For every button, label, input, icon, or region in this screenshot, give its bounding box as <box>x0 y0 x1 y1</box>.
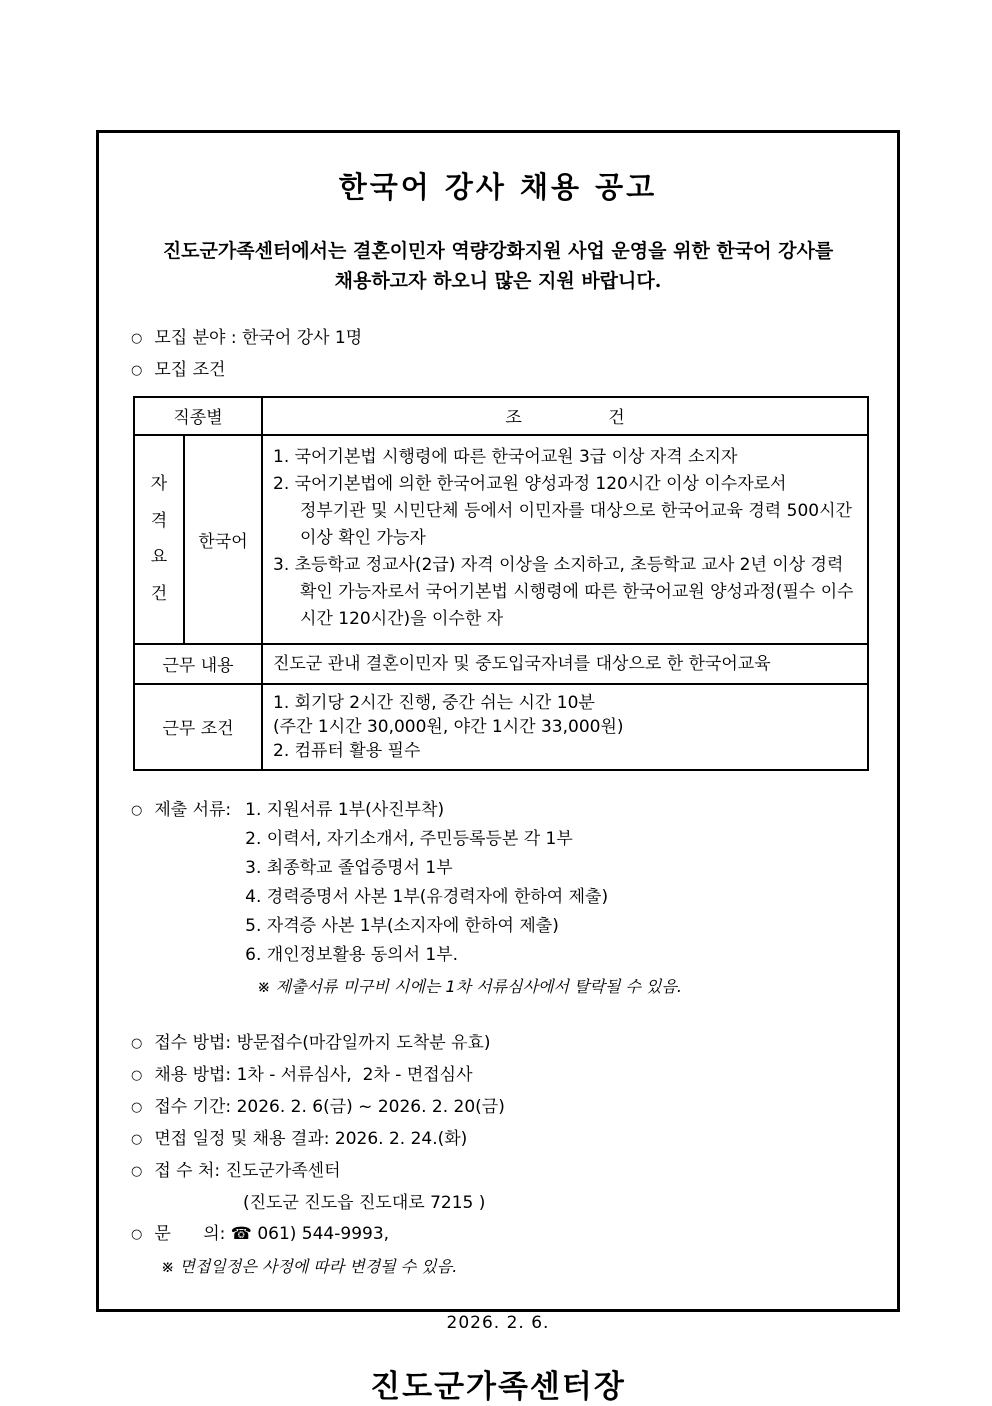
work-condition-line: 1. 회기당 2시간 진행, 중간 쉬는 시간 10분 <box>273 692 595 713</box>
condition-table <box>133 396 869 771</box>
info-text: 문 의: ☎ 061) 544-9993, <box>154 1223 390 1244</box>
qualification-item: 1. 국어기본법 시행령에 따른 한국어교원 3급 이상 자격 소지자 <box>273 446 738 467</box>
circle-bullet-icon: ○ <box>131 1163 143 1179</box>
info-line-contact <box>131 1219 865 1251</box>
info-text: 면접 일정 및 채용 결과: 2026. 2. 24.(화) <box>154 1128 468 1149</box>
qualification-row <box>134 435 868 644</box>
circle-bullet-icon: ○ <box>131 330 143 346</box>
page-title: 한국어 강사 채용 공고 <box>338 170 658 204</box>
work-condition-label-cell: 근무 조건 <box>134 684 262 770</box>
circle-bullet-icon: ○ <box>131 1099 143 1115</box>
document-date: 2026. 2. 6. <box>446 1312 550 1333</box>
recruit-field-line <box>131 323 865 355</box>
work-condition-line: (주간 1시간 30,000원, 야간 1시간 33,000원) <box>273 716 624 737</box>
circle-bullet-icon: ○ <box>131 1035 143 1051</box>
recruit-field-text: 모집 분야 : 한국어 강사 1명 <box>154 327 363 348</box>
document-item: 3. 최종학교 졸업증명서 1부 <box>245 857 453 878</box>
table-header-row <box>134 397 868 435</box>
circle-bullet-icon: ○ <box>131 1131 143 1147</box>
info-text: (진도군 진도읍 진도대로 7215 ) <box>243 1192 486 1213</box>
work-condition-line: 2. 컴퓨터 활용 필수 <box>273 740 421 761</box>
signature-title: 진도군가족센터장 <box>370 1368 626 1405</box>
info-text: ※ 면접일정은 사정에 따라 변경될 수 있음. <box>161 1256 458 1276</box>
documents-label: 제출 서류: <box>154 799 232 820</box>
documents-warning-note: ※ 제출서류 미구비 시에는 1차 서류심사에서 탈락될 수 있음. <box>257 976 683 996</box>
document-item: 4. 경력증명서 사본 1부(유경력자에 한하여 제출) <box>245 886 609 907</box>
info-text: 접수 방법: 방문접수(마감일까지 도착분 유효) <box>154 1032 491 1053</box>
document-item: 1. 지원서류 1부(사진부착) <box>245 799 445 820</box>
info-text: 접수 기간: 2026. 2. 6(금) ~ 2026. 2. 20(금) <box>154 1096 505 1117</box>
circle-bullet-icon: ○ <box>131 362 143 378</box>
work-condition-text-cell <box>262 684 868 770</box>
header-category-cell: 직종별 <box>134 397 262 435</box>
circle-bullet-icon: ○ <box>131 802 143 818</box>
work-condition-row <box>134 684 868 770</box>
info-line-hiring-method <box>131 1060 865 1092</box>
documents-list <box>245 796 682 1001</box>
work-content-text-cell: 진도군 관내 결혼이민자 및 중도입국자녀를 대상으로 한 한국어교육 <box>262 644 868 684</box>
document-item: 5. 자격증 사본 1부(소지자에 한하여 제출) <box>245 915 559 936</box>
intro-paragraph: 진도군가족센터에서는 결혼이민자 역량강화지원 사업 운영을 위한 한국어 강사를 채용하고자 하오니 많은 지원 바랍니다. <box>162 240 834 293</box>
info-line-address <box>131 1188 865 1219</box>
recruit-condition-text: 모집 조건 <box>154 359 226 380</box>
info-line-reception-period <box>131 1092 865 1124</box>
interview-change-note <box>131 1251 865 1282</box>
info-line-interview-schedule <box>131 1124 865 1156</box>
recruit-condition-line <box>131 355 865 387</box>
work-content-row <box>134 644 868 684</box>
qualification-subject-cell: 한국어 <box>184 435 262 644</box>
info-text: 접 수 처: 진도군가족센터 <box>154 1160 341 1181</box>
qualification-item: 2. 국어기본법에 의한 한국어교원 양성과정 120시간 이상 이수자로서 정부기관 및 시민단체 등에서 이민자를 대상으로 한국어교육 경력 500시간 이상 확인 가능자 <box>273 473 852 548</box>
qualification-category-cell <box>134 435 184 644</box>
circle-bullet-icon: ○ <box>131 1226 143 1242</box>
application-info-block <box>131 1028 865 1282</box>
qualification-items-cell <box>262 435 868 644</box>
documents-section <box>131 796 865 1001</box>
info-line-reception-method <box>131 1028 865 1060</box>
info-line-reception-place <box>131 1156 865 1188</box>
info-text: 채용 방법: 1차 - 서류심사, 2차 - 면접심사 <box>154 1064 473 1085</box>
qualification-item: 3. 초등학교 정교사(2급) 자격 이상을 소지하고, 초등학교 교사 2년 이상 경력 확인 가능자로서 국어기본법 시행령에 따른 한국어교원 양성과정(필수 이수 시간 120시간)을 이수한 자 <box>273 554 854 629</box>
qualification-category-vertical-text: 자격요건 <box>150 474 168 604</box>
work-content-label-cell: 근무 내용 <box>134 644 262 684</box>
header-condition-cell: 조 건 <box>262 397 868 435</box>
circle-bullet-icon: ○ <box>131 1067 143 1083</box>
notice-border-box <box>96 130 900 1405</box>
document-item: 2. 이력서, 자기소개서, 주민등록등본 각 1부 <box>245 828 573 849</box>
document-item: 6. 개인정보활용 동의서 1부. <box>245 944 459 965</box>
